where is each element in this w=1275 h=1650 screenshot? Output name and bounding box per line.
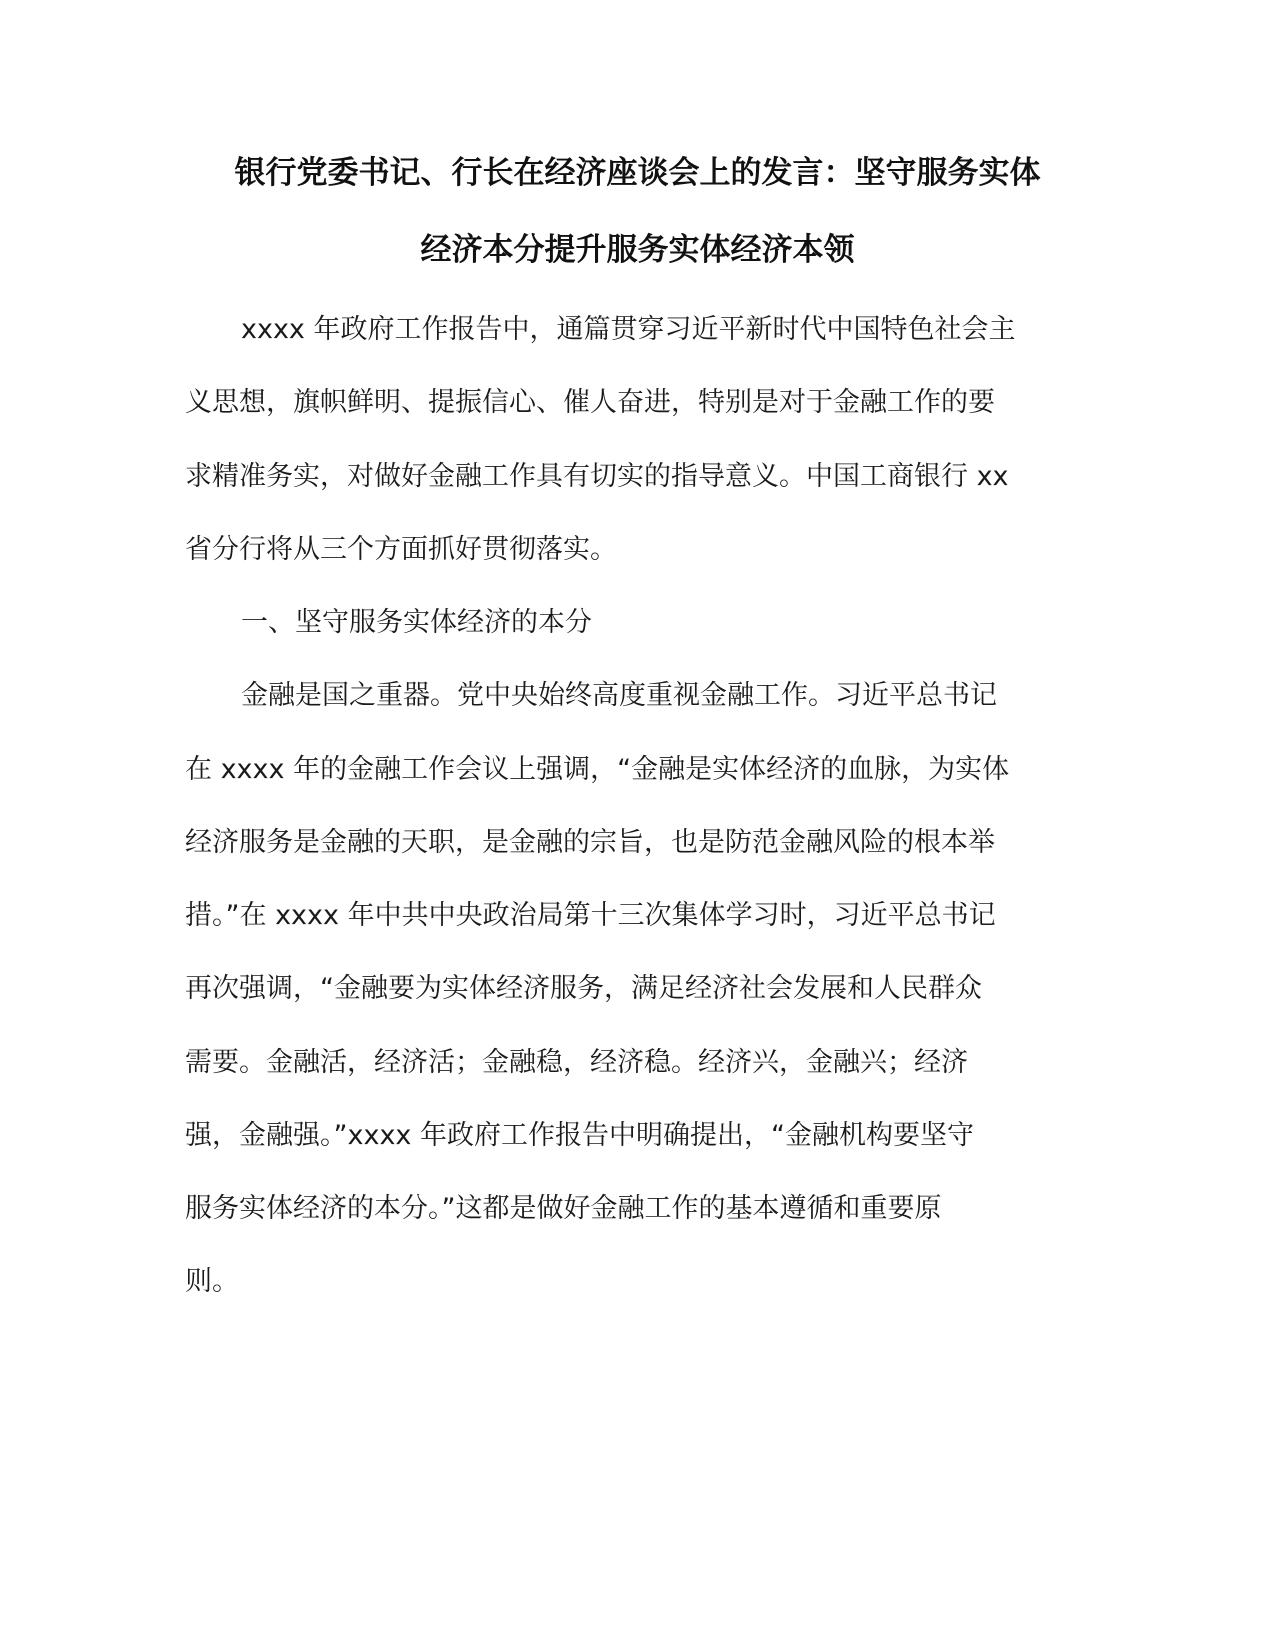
section-heading: 一、坚守服务实体经济的本分 bbox=[241, 607, 592, 638]
document-title-line-1: 银行党委书记、行长在经济座谈会上的发言：坚守服务实体 bbox=[234, 155, 1041, 191]
paragraph-2-line-6: 需要。金融活，经济活；金融稳，经济稳。经济兴，金融兴；经济 bbox=[185, 1047, 968, 1078]
paragraph-2-line-7: 强，金融强。”xxxx 年政府工作报告中明确提出，“金融机构要坚守 bbox=[185, 1120, 974, 1151]
paragraph-1-line-4: 省分行将从三个方面抓好贯彻落实。 bbox=[185, 534, 617, 565]
paragraph-2-line-8: 服务实体经济的本分。”这都是做好金融工作的基本遵循和重要原 bbox=[185, 1193, 942, 1224]
document-title-line-2: 经济本分提升服务实体经济本领 bbox=[420, 232, 855, 268]
paragraph-2-line-4: 措。”在 xxxx 年中共中央政治局第十三次集体学习时，习近平总书记 bbox=[185, 900, 996, 931]
paragraph-1-line-3: 求精准务实，对做好金融工作具有切实的指导意义。中国工商银行 xx bbox=[185, 461, 1009, 492]
paragraph-2-line-3: 经济服务是金融的天职，是金融的宗旨，也是防范金融风险的根本举 bbox=[185, 827, 995, 858]
paragraph-1-line-1: xxxx 年政府工作报告中，通篇贯穿习近平新时代中国特色社会主 bbox=[241, 314, 1016, 345]
paragraph-1-line-2: 义思想，旗帜鲜明、提振信心、催人奋进，特别是对于金融工作的要 bbox=[185, 387, 995, 418]
paragraph-2-line-2: 在 xxxx 年的金融工作会议上强调，“金融是实体经济的血脉，为实体 bbox=[185, 754, 1010, 785]
paragraph-2-line-5: 再次强调，“金融要为实体经济服务，满足经济社会发展和人民群众 bbox=[185, 973, 982, 1004]
paragraph-2-line-9: 则。 bbox=[185, 1266, 239, 1297]
paragraph-2-line-1: 金融是国之重器。党中央始终高度重视金融工作。习近平总书记 bbox=[241, 680, 997, 711]
